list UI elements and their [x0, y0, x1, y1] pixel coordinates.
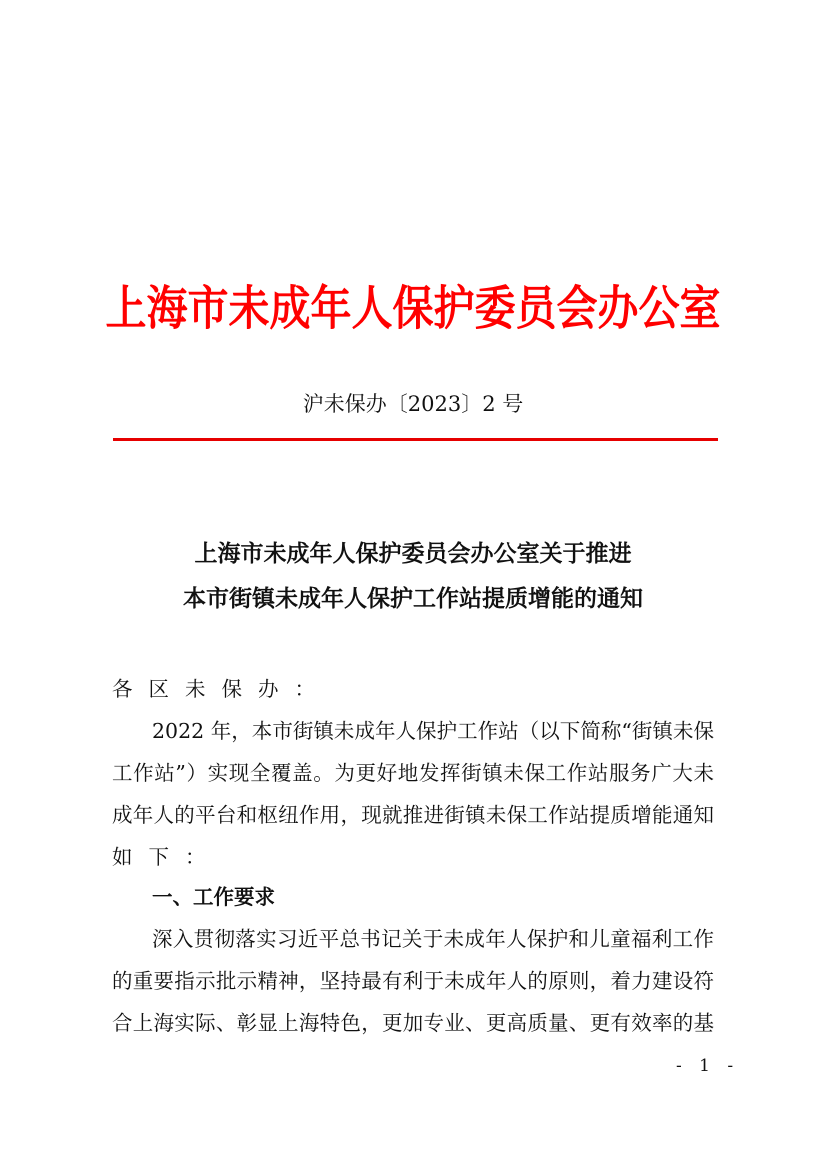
document-number: 沪未保办〔2023〕2 号: [302, 392, 524, 416]
paragraph-line: 成年人的平台和枢纽作用，现就推进街镇未保工作站提质增能通知: [112, 803, 714, 827]
issuing-org-header: 上海市未成年人保护委员会办公室: [105, 280, 721, 337]
paragraph-line: 如下：: [112, 845, 222, 869]
paragraph-line: 深入贯彻落实习近平总书记关于未成年人保护和儿童福利工作: [152, 927, 714, 951]
salutation: 各区未保办：: [112, 677, 331, 701]
page-number: - 1 -: [676, 1056, 740, 1076]
paragraph-line: 合上海实际、彰显上海特色，更加专业、更高质量、更有效率的基: [112, 1011, 714, 1035]
document-title-line-1: 上海市未成年人保护委员会办公室关于推进: [194, 541, 632, 567]
paragraph-line: 2022 年，本市街镇未成年人保护工作站（以下简称“街镇未保: [152, 719, 714, 743]
paragraph-line: 工作站”）实现全覆盖。为更好地发挥街镇未保工作站服务广大未: [112, 761, 714, 785]
paragraph-line: 的重要指示批示精神，坚持最有利于未成年人的原则，着力建设符: [112, 969, 714, 993]
document-title-line-2: 本市街镇未成年人保护工作站提质增能的通知: [183, 586, 643, 612]
section-heading: 一、工作要求: [152, 885, 275, 909]
red-divider: [113, 438, 718, 441]
